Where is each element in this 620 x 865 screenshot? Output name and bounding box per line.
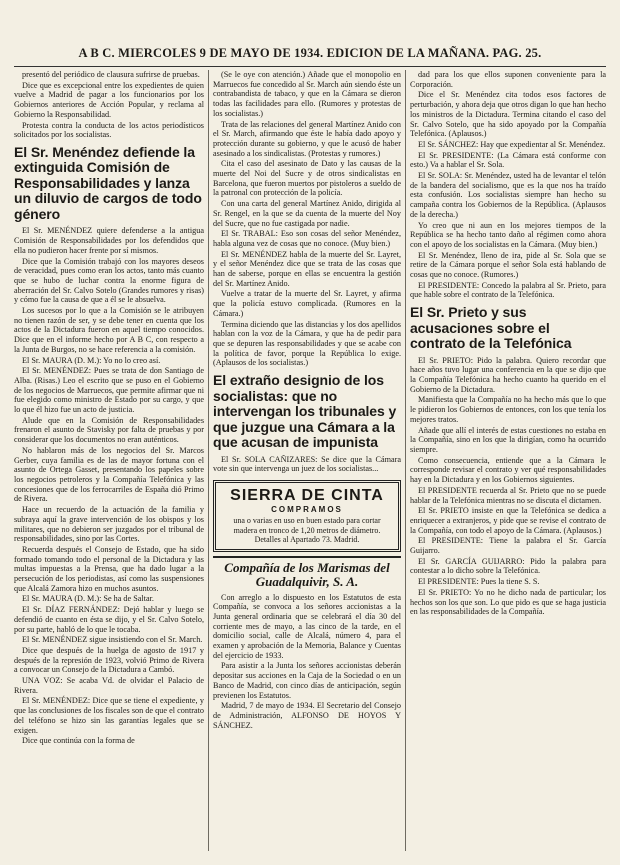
paragraph: El Sr. GARCÍA GUIJARRO: Pido la palabra para contestar a lo dicho sobre la Telefónica. xyxy=(410,556,606,576)
paragraph: Protesta contra la conducta de los actos periodísticos solicitados por los socialistas. xyxy=(14,120,204,140)
paragraph: El Sr. SOLA CAÑIZARES: Se dice que la Cámara vote sin que intervenga un juez de los socialistas... xyxy=(213,454,401,474)
paragraph: Trata de las relaciones del general Martínez Anido con el Sr. March, afirmando que éste le había dado apoyo y protección durante su gobierno, y que le acusó de haber asesinado a los sindicalistas. (Protestas y rumores.) xyxy=(213,119,401,158)
paragraph: El Sr. SOLA: Sr. Menéndez, usted ha de levantar el telón de la bandera del socialismo, que es la que nos ha traído esta confusión. Los socialistas siempre han hecho su campaña contra los Gobiernos de la República. (Aplausos de la derecha.) xyxy=(410,171,606,219)
paragraph: El Sr. MAURA (D. M.): Yo no lo creo así. xyxy=(22,355,161,365)
paragraph: El Sr. TRABAL: Eso son cosas del señor Menéndez, habla alguna vez de cosas que no conoce. (Muy bien.) xyxy=(213,229,401,248)
paragraph: El Sr. DÍAZ FERNÁNDEZ: Dejó hablar y luego se defendió de cuanto en ésta se dijo, y el Sr. Calvo Sotelo, por su parte, habló de lo que le tocaba. xyxy=(14,605,204,634)
paragraph: UNA VOZ: Se acaba Vd. de olvidar el Palacio de Rivera. xyxy=(14,676,204,695)
advertisement-sierra-de-cinta xyxy=(213,480,401,552)
paragraph: El Sr. MENÉNDEZ quiere defenderse a la antigua Comisión de Responsabilidades por los defendidos que ella no pudieron hacer frente por sí mismos. xyxy=(14,226,204,255)
paragraph: presentó del periódico de clausura sufrirse de pruebas. xyxy=(22,70,200,79)
headline-prieto: El Sr. Prieto y sus acusaciones sobre el contrato de la Telefónica xyxy=(410,304,572,352)
column-rule xyxy=(405,70,406,851)
paragraph: Hace un recuerdo de la actuación de la familia y subraya aquí la grave intervención de los obispos y los militares, que no debieron ser juzgados por el tribunal de responsabilidades, sino por las Cortes. xyxy=(14,505,204,544)
company-title: Compañía de los Marismas del Guadalquivir, S. A. xyxy=(224,559,390,589)
paragraph: (Se le oye con atención.) Añade que el monopolio en Marruecos fue concedido al Sr. March aún siendo éste un contrabandista de tabaco, y que en la Cámara se dieron todas las facilidades para ello. (Rumores y protestas de los socialistas.) xyxy=(213,70,401,118)
paragraph: Como consecuencia, entiende que a la Cámara le corresponde revisar el contrato y ver qué responsabilidades hay en la Dictadura y en los Gobiernos siguientes. xyxy=(410,455,606,485)
paragraph: El Sr. Menéndez, lleno de ira, pide al Sr. Sola que se retire de la Cámara porque el señor Sola está hablando de cosas que no conoce. (Rumores.) xyxy=(410,250,606,280)
ad-text: una o varias en uso en buen estado para cortar madera en tronco de 1,20 metros de diámetro. Detalles al Apartado 73. Madrid. xyxy=(233,516,381,544)
column-3 xyxy=(410,70,606,851)
headline-menendez: El Sr. Menéndez defiende la extinguida Comisión de Responsabilidades y lanza un diluvio de cargos de todo género xyxy=(14,143,202,222)
paragraph: Dice el Sr. Menéndez cita todos esos factores de perturbación, y ahora deja que otros digan lo que han hecho los ministros de la Dictadura. Termina citando el caso del Sr. Calvo Sotelo, que ha sido apoyado por la Compañía Telefónica. (Aplausos.) xyxy=(410,90,606,139)
page-header: A B C. MIERCOLES 9 DE MAYO DE 1934. EDICION DE LA MAÑANA. PAG. 25. xyxy=(14,46,606,67)
paragraph: No hablaron más de los negocios del Sr. Marcos Gerber, cuya familia es de las de mayor fortuna con el asunto de Ortega Gasset, presentando los papeles sobre los negocios petroleros y la Compañía Telefónica y las concesiones que de los ferrocarriles de España dió Primo de Rivera. xyxy=(14,445,204,504)
ad-title: SIERRA DE CINTA xyxy=(230,487,384,504)
paragraph: dad para los que ellos suponen conveniente para la Corporación. xyxy=(410,70,606,89)
column-rule xyxy=(208,70,209,851)
paragraph: El PRESIDENTE recuerda al Sr. Prieto que no se puede hablar de la Telefónica mientras no se discuta el dictamen. xyxy=(410,485,606,505)
paragraph: Yo creo que ni aun en los mejores tiempos de la República se ha hecho tanto daño al régimen como ahora con el apoyo de los socialistas en la Cámara. (Muy bien.) xyxy=(410,220,606,249)
column-2 xyxy=(213,70,401,851)
ad-subtitle: COMPRAMOS xyxy=(271,505,343,514)
paragraph: Para asistir a la Junta los señores accionistas deberán depositar sus acciones en la Caja de la Sociedad o en un Banco de Madrid, con cinco días de anticipación, según previenen los Estatutos. xyxy=(213,661,401,700)
paragraph: Recuerda después el Consejo de Estado, que ha sido formado tomando todo el personal de la Dictadura y las multas impuestas a la Prensa, que ha dado lugar a la persecución de los periodistas, así como las suspensiones que Alcalá Zamora hizo en muchos asuntos. xyxy=(14,544,204,593)
headline-socialists: El extraño designio de los socialistas: que no intervengan los tribunales y que juzgue una Cámara a la que acusan de impunista xyxy=(213,372,397,451)
paragraph: Dice que la Comisión trabajó con los mayores deseos de veracidad, pues como eran los actos, tanto más cuanto que se hubo de luchar contra la enorme figura de aberración del Sr. Calvo Sotelo (Grandes rumores y risas) y cómo fue la causa de que a él se le absuelva. xyxy=(14,256,204,305)
paragraph: Dice que continúa con la forma de xyxy=(22,736,135,746)
paragraph: Manifiesta que la Compañía no ha hecho más que lo que le pidieron los Gobiernos de entonces, con los que tenía los mejores tratos. xyxy=(410,395,606,424)
paragraph: Añade que allí el interés de estas cuestiones no estaba en la Compañía, sino en los que la dirigían, como ha ocurrido siempre. xyxy=(410,425,606,454)
paragraph: El Sr. PRIETO: Yo no he dicho nada de particular; los hechos son los que son. Lo que pido es que se haga justicia en las responsabilidades de la Compañía. xyxy=(410,587,606,617)
paragraph: El Sr. MENÉNDEZ: Pues se trata de don Santiago de Alba. (Risas.) Leo el escrito que se puso en el Gobierno de los negocios de Marruecos, que permite afirmar que ni fue elegido como ministro de Estado por su cargo, y que lo que él hizo fue un acto de justicia. xyxy=(14,366,204,415)
paragraph: El Sr. MENÉNDEZ sigue insistiendo con el Sr. March. xyxy=(22,635,203,645)
paragraph: El Sr. PRESIDENTE: (La Cámara está conforme con esto.) Va a hablar el Sr. Sola. xyxy=(410,150,606,170)
paragraph: Vuelve a tratar de la muerte del Sr. Layret, y afirma que la policía estuvo complicada. (Rumores en la Cámara.) xyxy=(213,289,401,318)
paragraph: El PRESIDENTE: Tiene la palabra el Sr. García Guijarro. xyxy=(410,536,606,556)
paragraph: El Sr. MENÉNDEZ: Dice que se tiene el expediente, y que las conclusiones de los fiscales son de que el contrato del teléfono se hizo sin las garantías legales que se exigen. xyxy=(14,696,204,735)
paragraph: Alude que en la Comisión de Responsabilidades frenaron el asunto de Stavisky por falta de pruebas y por considerar que los documentos no eran auténticos. xyxy=(14,415,204,445)
paragraph: Cita el caso del asesinato de Dato y las causas de la muerte del Noi del Sucre y de otros sindicalistas en Barcelona, que fueron muertos por pistoleros a sueldo de la patronal con protección de la policía. xyxy=(213,159,401,198)
paragraph: Termina diciendo que las distancias y los dos apellidos hablan con la voz de la Cámara, y que ha de pedir para que se depuren las responsabilidades y que se acabe con la política de favor, porque la República lo exige. (Aplausos de los socialistas.) xyxy=(213,319,401,368)
paragraph: El Sr. SÁNCHEZ: Hay que expedientar al Sr. Menéndez. xyxy=(418,139,606,149)
paragraph: El Sr. MAURA (D. M.): Se ha de Saltar. xyxy=(22,594,154,604)
paragraph: Los sucesos por lo que a la Comisión se le atribuyen no tienen razón de ser, y se debe tener en cuenta que los actos de la Dictadura fueron en aquel tiempo conocidos. Dice que en el informe hecho por A B C, con respecto a la Junta de Burgos, no se hace referencia a la comisión. xyxy=(14,306,204,354)
paragraph: Madrid, 7 de mayo de 1934. El Secretario del Consejo de Administración, ALFONSO DE HOYOS Y SÁNCHEZ. xyxy=(213,701,401,730)
paragraph: El Sr. PRIETO: Pido la palabra. Quiero recordar que hace años tuvo lugar una conferencia en la que se dijo que la Compañía Telefónica ha hecho cuanto ha querido en el Gobierno de la Dictadura. xyxy=(410,355,606,394)
paragraph: El Sr. PRIETO insiste en que la Telefónica se dedica a enriquecer a extranjeros, y pide que se revise el contrato de la Compañía, con todo el apoyo de la Cámara. (Aplausos.) xyxy=(410,506,606,535)
paragraph: El PRESIDENTE: Concedo la palabra al Sr. Prieto, para que hable sobre el contrato de la Telefónica. xyxy=(410,280,606,300)
column-1 xyxy=(14,70,204,851)
paragraph: Con una carta del general Martínez Anido, dirigida al Sr. Rengel, en la que se da cuenta de la muerte del Noy del Sucre, que no fue castigada por nadie. xyxy=(213,199,401,228)
paragraph: El Sr. MENÉNDEZ habla de la muerte del Sr. Layret, y el señor Menéndez dice que se trata de las cosas que han de saberse, porque en ellas se encuentra la gestión del Sr. Martínez Anido. xyxy=(213,249,401,288)
company-notice xyxy=(213,556,401,731)
paragraph: Dice que después de la huelga de agosto de 1917 y después de la represión de 1923, volvió Primo de Rivera a convocar un Consejo de la Dictadura a Cambó. xyxy=(14,645,204,675)
paragraph: El PRESIDENTE: Pues la tiene S. S. xyxy=(418,577,540,587)
paragraph: Dice que es excepcional entre los expedientes de quien vuelve a Madrid de pagar a los funcionarios por los Gobiernos anteriores de Acción Popular, y reclama al Gobierno la Responsabilidad. xyxy=(14,80,204,119)
paragraph: Con arreglo a lo dispuesto en los Estatutos de esta Compañía, se convoca a los señores accionistas a la Junta general ordinaria que se celebrará el día 30 del corriente mes de mayo, a las cinco de la tarde, en el domicilio social, calle de Alcalá, número 4, para el examen y aprobación de la Memoria, Balance y Cuentas del ejercicio de 1933. xyxy=(213,592,401,660)
